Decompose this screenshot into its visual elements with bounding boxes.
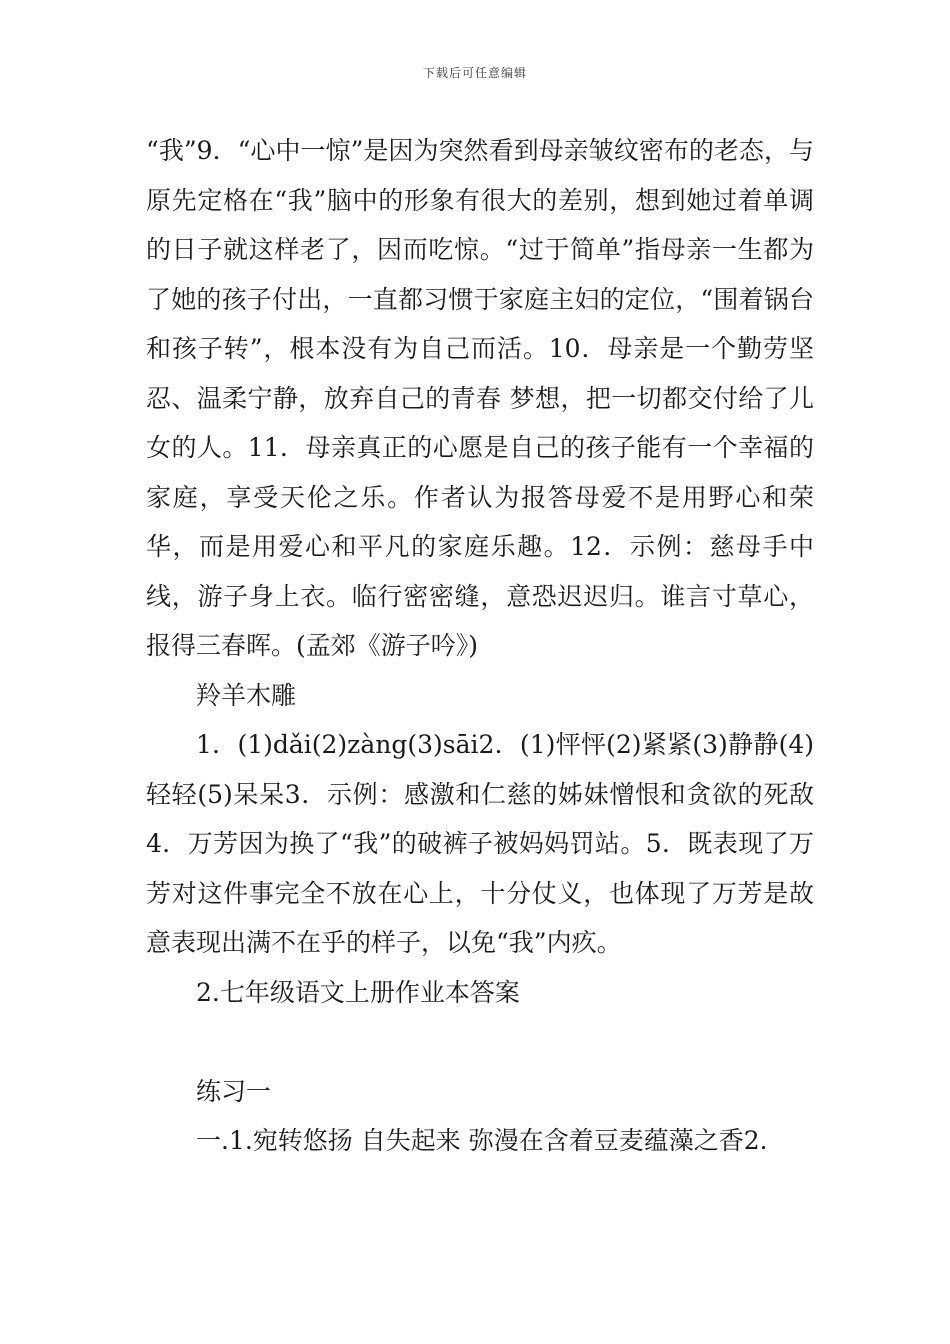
section-heading-lingyang-mudiao: 羚羊木雕 — [196, 680, 297, 710]
answer-paragraph-exercise-one: 一.1.宛转悠扬 自失起来 弥漫在含着豆麦蕴藻之香2. — [196, 1126, 768, 1155]
blank-line — [146, 1017, 814, 1067]
section-heading-exercise-one: 练习一 — [196, 1076, 272, 1106]
document-body — [146, 126, 814, 1166]
page-header: 下载后可任意编辑 — [422, 66, 527, 80]
section-heading-workbook-answers: 2.七年级语文上册作业本答案 — [196, 977, 520, 1007]
answer-paragraph-lingyang: 1．(1)dǎi(2)zàng(3)sāi2．(1)怦怦(2)紧紧(3)静静(4)轻轻(5)呆呆3．示例：感激和仁慈的姊妹憎恨和贪欲的死敌4．万芳因为换了“我”的破裤子被妈妈罚站。5．既表现了万芳对这件事完全不放在心上，十分仗义，也体现了万芳是故意表现出满不在乎的样子，以免“我”内疚。 — [146, 730, 814, 957]
answer-paragraph-mother: “我”9．“心中一惊”是因为突然看到母亲皱纹密布的老态，与原先定格在“我”脑中的形象有很大的差别，想到她过着单调的日子就这样老了，因而吃惊。“过于简单”指母亲一生都为了她的孩子付出，一直都习惯于家庭主妇的定位，“围着锅台和孩子转”，根本没有为自己而活。10．母亲是一个勤劳坚忍、温柔宁静，放弃自己的青春 梦想，把一切都交付给了儿女的人。11．母亲真正的心愿是自己的孩子能有一个幸福的家庭，享受天伦之乐。作者认为报答母爱不是用野心和荣华，而是用爱心和平凡的家庭乐趣。12．示例：慈母手中线，游子身上衣。临行密密缝，意恐迟迟归。谁言寸草心，报得三春晖。(孟郊《游子吟》) — [146, 136, 814, 660]
